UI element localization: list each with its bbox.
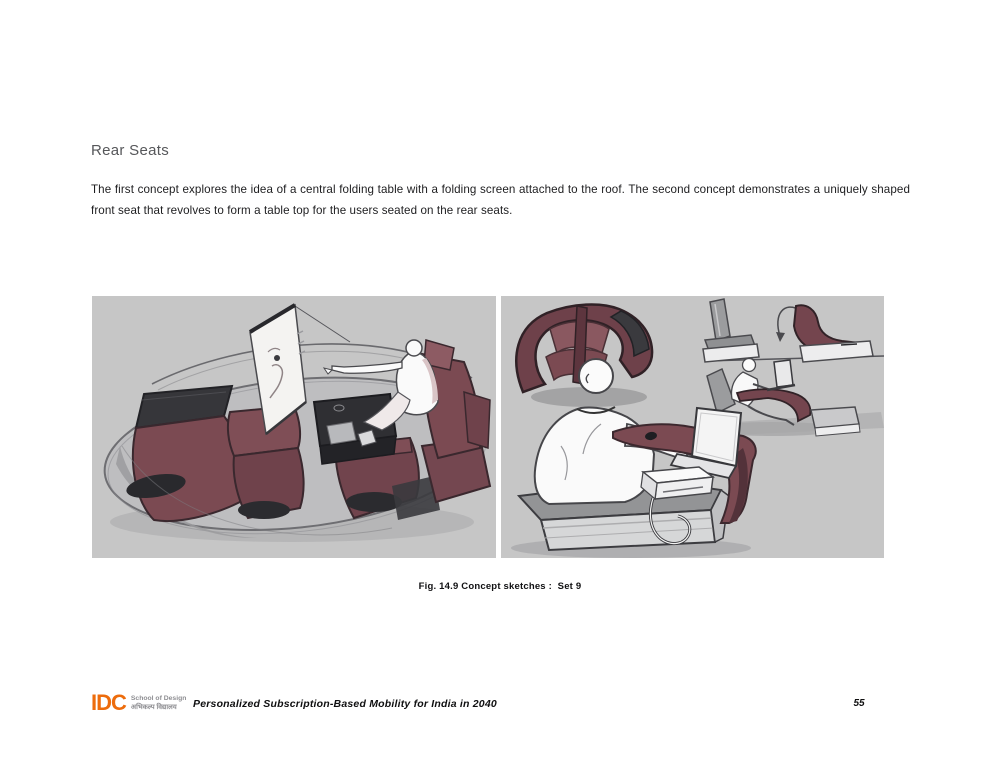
figure-caption: Fig. 14.9 Concept sketches : Set 9: [418, 581, 582, 592]
concept-sketch-right: [501, 296, 884, 558]
idc-logo-text: IDC: [91, 690, 126, 715]
figure-row: [92, 296, 884, 558]
concept-sketch-left: [92, 296, 496, 558]
idc-logo: [91, 692, 186, 714]
section-title: Rear Seats: [91, 142, 170, 159]
idc-logo-subtext: [131, 692, 187, 713]
idc-logo-subtext-en: School of Design: [130, 695, 187, 702]
body-paragraph: The first concept explores the idea of a central folding table with a folding screen attached to the roof. The second concept demonstrates a uniquely shaped front seat that revolves to form a table top for the users seated on the rear seats.: [91, 183, 910, 218]
page-number: 55: [853, 698, 865, 709]
idc-logo-subtext-hi: अभिकल्प विद्यालय: [130, 703, 177, 711]
footer-document-title: Personalized Subscription-Based Mobility for India in 2040: [193, 698, 497, 710]
